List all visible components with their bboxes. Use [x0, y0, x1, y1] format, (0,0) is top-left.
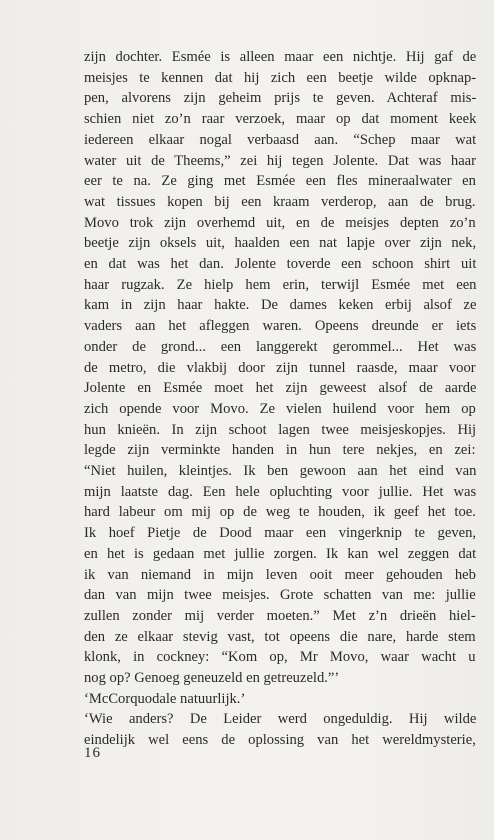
text-line: legde zijn verminkte handen in hun tere nekjes, en zei: [84, 442, 476, 459]
text-line: “Niet huilen, kleintjes. Ik ben gewoon aan het eind van [84, 463, 477, 479]
text-line: Movo trok zijn overhemd uit, en de meisjes depten zo’n [84, 214, 476, 231]
text-line: pen, alvorens zijn geheim prijs te geven. Achteraf mis- [84, 90, 477, 107]
text-line: den ze elkaar stevig vast, tot opeens die nare, harde stem [84, 628, 476, 645]
text-line: meisjes te kennen dat hij zich een beetje wilde opknap- [84, 69, 477, 86]
text-line: ik van niemand in mijn leven ooit meer gehouden heb [84, 566, 476, 583]
text-line: eer te na. Ze ging met Esmée een fles mineraalwater en [84, 173, 476, 190]
text-line: nog op? Genoeg geneuzeld en getreuzeld.”’ [84, 670, 340, 686]
text-line: iedereen elkaar nogal verbaasd aan. “Schep maar wat [84, 131, 477, 148]
text-line: dan van mijn twee meisjes. Grote schatten van me: jullie [84, 587, 476, 604]
text-line: haar rugzak. Ze hielp hem erin, terwijl Esmée met een [84, 276, 477, 293]
text-line: zich opende voor Movo. Ze vielen huilend voor hem op [84, 400, 476, 417]
text-line: mijn laatste dag. Een hele opluchting voor jullie. Het was [84, 483, 477, 500]
text-line: ‘McCorquodale natuurlijk.’ [84, 690, 246, 707]
text-line: zijn dochter. Esmée is alleen maar een nichtje. Hij gaf de [84, 49, 477, 65]
text-line: ‘Wie anders? De Leider werd ongeduldig. Hij wilde [84, 711, 477, 728]
text-line: Ik hoef Pietje de Dood maar een vingerknip te geven, [84, 525, 477, 542]
text-line: en dat was het dan. Jolente toverde een schoon shirt uit [84, 256, 477, 272]
text-line: de metro, die vlakbij door zijn tunnel raasde, maar voor [84, 359, 476, 376]
text-line: en het is gedaan met jullie zorgen. Ik kan wel zeggen dat [84, 545, 477, 562]
text-line: hun knieën. In zijn schoot lagen twee meisjeskopjes. Hij [84, 421, 477, 438]
text-line: wat tissues kopen bij een kraam verderop, aan de brug. [84, 193, 476, 210]
text-line: hard labeur om mij op de weg te houden, ik geef het toe. [84, 504, 476, 521]
text-line: vaders aan het afleggen waren. Opeens dreunde er iets [84, 318, 477, 335]
text-line: zullen zonder mij verder moeten.” Met z’n drieën hiel- [84, 607, 476, 624]
text-line: onder de grond... een langgerekt gerommel... Het was [84, 338, 477, 355]
page-number: 16 [84, 745, 101, 761]
text-line: schien niet zo’n raar verzoek, maar op dat moment keek [84, 111, 477, 128]
text-line: kam in zijn haar hakte. De dames keken erbij alsof ze [84, 297, 477, 314]
text-line: klonk, in cockney: “Kom op, Mr Movo, waar wacht u [84, 649, 476, 666]
text-line: water uit de Theems,” zei hij tegen Jolente. Dat was haar [84, 152, 477, 169]
text-line: beetje zijn oksels uit, haalden een nat lapje over zijn nek, [84, 235, 477, 252]
text-line: Jolente en Esmée moet het zijn geweest alsof de aarde [84, 380, 477, 397]
text-line: eindelijk wel eens de oplossing van het wereldmysterie, [84, 732, 476, 749]
